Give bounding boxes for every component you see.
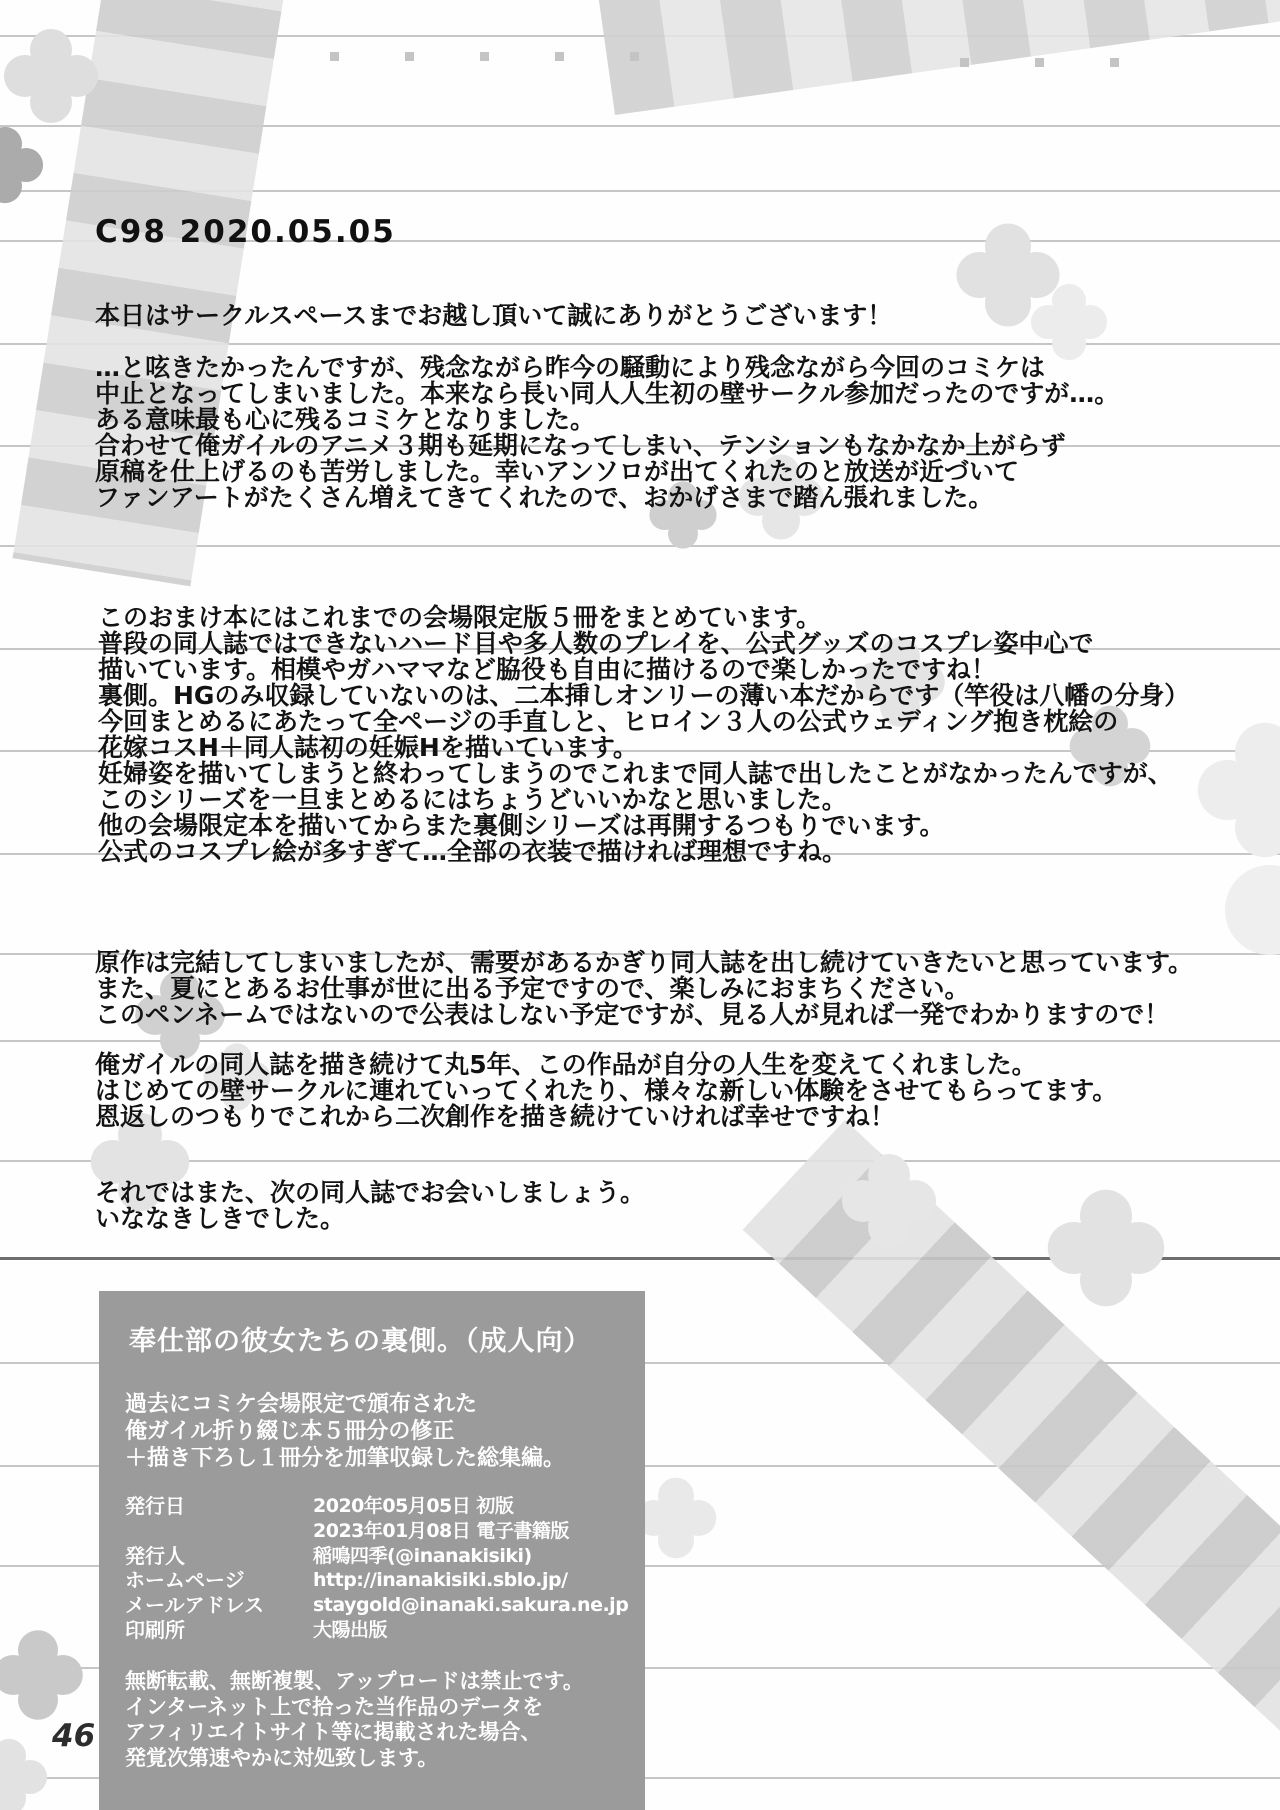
text-line: 普段の同人誌ではできないハード目や多人数のプレイを、公式グッズのコスプレ姿中心で xyxy=(98,629,1094,658)
flower-decoration xyxy=(0,148,22,182)
detail-value: 稲鳴四季(@inanakisiki) xyxy=(313,1544,532,1567)
text-line: 花嫁コスH＋同人誌初の妊娠Hを描いています。 xyxy=(98,733,638,762)
detail-value: staygold@inanaki.sakura.ne.jp xyxy=(313,1594,629,1617)
text-line: 裏側。HGのみ収録していないのは、二本挿しオンリーの薄い本だからです（竿役は八幡の分身） xyxy=(98,681,1190,710)
text-line: 原作は完結してしまいましたが、需要があるかぎり同人誌を出し続けていきたいと思っています。 xyxy=(95,948,1194,977)
text-line: このシリーズを一旦まとめるにはちょうどいいかなと思いました。 xyxy=(98,785,847,814)
text-line: 描いています。相模やガハママなど脇役も自由に描けるので楽しかったですね！ xyxy=(98,655,997,684)
text-line: 公式のコスプレ絵が多すぎて…全部の衣装で描ければ理想ですね。 xyxy=(98,837,848,866)
thanks-paragraph xyxy=(95,1052,1117,1130)
text-line: 合わせて俺ガイルのアニメ３期も延期になってしまい、テンションもなかなか上がらず xyxy=(95,431,1066,460)
text-line: ＋描き下ろし１冊分を加筆収録した総集編。 xyxy=(125,1446,566,1471)
detail-row xyxy=(125,1568,637,1593)
flower-decoration xyxy=(1235,760,1280,820)
text-line: 無断転載、無断複製、アップロードは禁止です。 xyxy=(125,1669,584,1693)
publication-details xyxy=(125,1494,637,1643)
detail-label: ホームページ xyxy=(125,1568,245,1593)
striped-ribbon-top-right xyxy=(586,0,1280,115)
dot-decoration xyxy=(960,58,969,67)
dot-decoration xyxy=(630,52,639,61)
event-cancellation-paragraph xyxy=(95,355,1119,511)
text-line: 原稿を仕上げるのも苦労しました。幸いアンソロが出てくれたのと放送が近づいて xyxy=(95,457,1020,486)
flower-decoration xyxy=(0,1760,26,1794)
detail-value: http://inanakisiki.sblo.jp/ xyxy=(313,1569,568,1592)
detail-label: メールアドレス xyxy=(125,1593,264,1618)
flower-decoration xyxy=(30,55,72,97)
dot-decoration xyxy=(1035,58,1044,67)
detail-row xyxy=(125,1544,637,1569)
detail-label: 発行人 xyxy=(125,1543,185,1568)
book-description xyxy=(125,1391,565,1472)
flower-decoration xyxy=(658,1500,694,1536)
page-number: 46 xyxy=(52,1718,96,1754)
text-line: アフィリエイトサイト等に掲載された場合、 xyxy=(125,1720,542,1744)
text-line: 中止となってしまいました。本来なら長い同人人生初の壁サークル参加だったのですが…。 xyxy=(95,379,1120,408)
colophon-box xyxy=(99,1291,645,1810)
copyright-warning xyxy=(125,1669,584,1771)
text-line: 俺ガイルの同人誌を描き続けて丸5年、この作品が自分の人生を変えてくれました。 xyxy=(95,1050,1037,1079)
text-line: 過去にコミケ会場限定で頒布された xyxy=(125,1392,478,1417)
text-line: 妊婦姿を描いてしまうと終わってしまうのでこれまで同人誌で出したことがなかったんですが、 xyxy=(98,759,1173,788)
circle-decoration xyxy=(1225,865,1280,955)
text-line: 恩返しのつもりでこれから二次創作を描き続けていければ幸せですね！ xyxy=(95,1102,896,1131)
dot-decoration xyxy=(480,52,489,61)
text-line: 本日はサークルスペースまでお越し頂いて誠にありがとうございます！ xyxy=(95,301,893,330)
flower-decoration xyxy=(985,252,1031,298)
text-line: インターネット上で拾った当作品のデータを xyxy=(125,1694,544,1719)
text-line: いななきしきでした。 xyxy=(95,1204,346,1233)
dot-decoration xyxy=(330,52,339,61)
detail-row xyxy=(125,1494,637,1519)
text-line: ある意味最も心に残るコミケとなりました。 xyxy=(95,405,596,434)
detail-row xyxy=(125,1618,637,1643)
text-line: また、夏にとあるお仕事が世に出る予定ですので、楽しみにおまちください。 xyxy=(95,974,970,1003)
text-line: 俺ガイル折り綴じ本５冊分の修正 xyxy=(125,1419,455,1444)
flower-decoration xyxy=(1080,1222,1132,1274)
ruled-line xyxy=(0,1040,1280,1042)
closing-paragraph xyxy=(95,1180,645,1232)
detail-label: 印刷所 xyxy=(125,1617,185,1642)
text-line: このペンネームではないので公表はしない予定ですが、見る人が見れば一発でわかりますので！ xyxy=(95,1000,1170,1029)
detail-row xyxy=(125,1593,637,1618)
detail-value: 2023年01月08日 電子書籍版 xyxy=(313,1519,569,1542)
ruled-line xyxy=(0,1160,1280,1162)
flower-decoration xyxy=(868,1180,910,1222)
text-line: 他の会場限定本を描いてからまた裏側シリーズは再開するつもりでいます。 xyxy=(98,811,945,840)
flower-decoration xyxy=(18,1655,58,1695)
striped-ribbon-bottom-right xyxy=(743,1120,1280,1748)
text-line: それではまた、次の同人誌でお会いしましょう。 xyxy=(95,1178,646,1207)
future-plans-paragraph xyxy=(95,950,1193,1028)
dot-decoration xyxy=(1110,58,1119,67)
flower-decoration xyxy=(1052,305,1086,339)
detail-value: 2020年05月05日 初版 xyxy=(313,1495,514,1517)
detail-label xyxy=(125,1519,313,1544)
book-contents-paragraph xyxy=(98,605,1189,865)
greeting-paragraph xyxy=(95,303,892,329)
text-line: ファンアートがたくさん増えてきてくれたので、おかげさまで踏ん張れました。 xyxy=(95,483,994,512)
text-line: …と呟きたかったんですが、残念ながら昨今の騒動により残念ながら今回のコミケは xyxy=(95,353,1046,382)
detail-value: 大陽出版 xyxy=(313,1618,388,1641)
text-line: 今回まとめるにあたって全ページの手直しと、ヒロイン３人の公式ウェディング抱き枕絵の xyxy=(98,707,1119,736)
dot-decoration xyxy=(555,52,564,61)
text-line: はじめての壁サークルに連れていってくれたり、様々な新しい体験をさせてもらってます。 xyxy=(95,1076,1118,1105)
dot-decoration xyxy=(405,52,414,61)
text-line: 発覚次第速やかに対処致します。 xyxy=(125,1745,439,1770)
detail-row xyxy=(125,1519,637,1544)
book-title: 奉仕部の彼女たちの裏側。（成人向） xyxy=(129,1326,592,1357)
detail-label: 発行日 xyxy=(125,1494,185,1518)
event-header: C98 2020.05.05 xyxy=(95,214,396,250)
text-line: このおまけ本にはこれまでの会場限定版５冊をまとめています。 xyxy=(98,603,822,632)
